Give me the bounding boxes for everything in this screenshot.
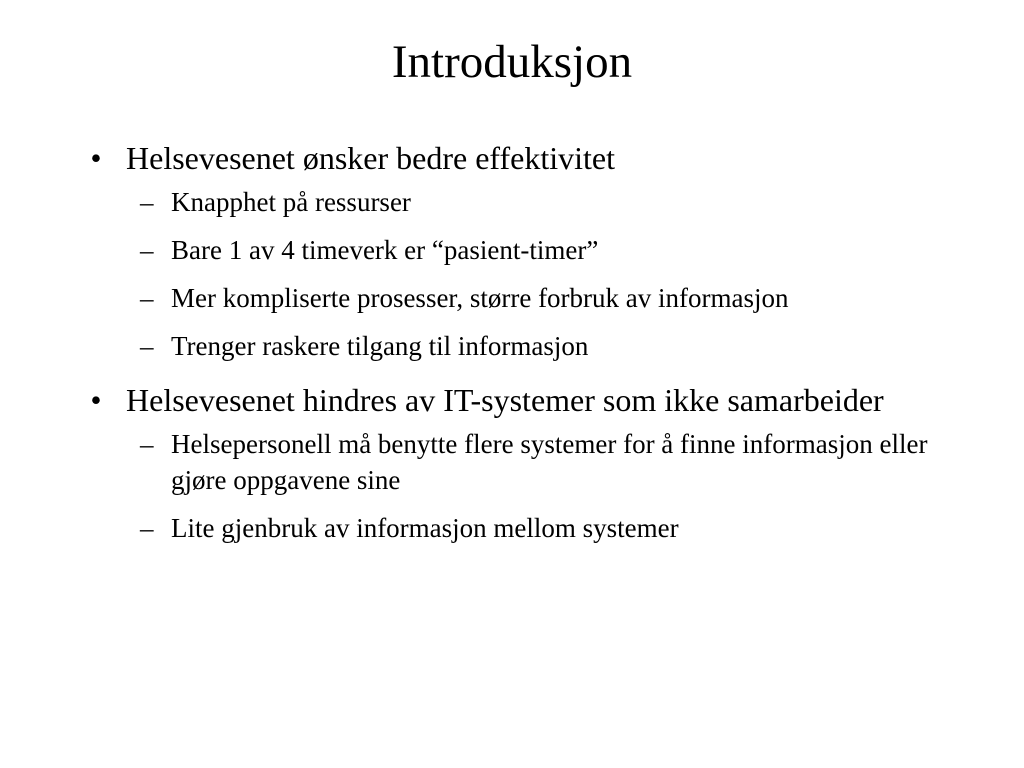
dash-icon: –	[140, 283, 154, 313]
bullet-icon: •	[90, 382, 102, 418]
sub-bullet-item	[126, 426, 944, 498]
dash-icon: –	[140, 429, 154, 459]
bullet-icon: •	[90, 140, 102, 176]
sub-bullet-text: Bare 1 av 4 timeverk er “pasient-timer”	[171, 235, 599, 265]
dash-icon: –	[140, 331, 154, 361]
bullet-text: Helsevesenet ønsker bedre effektivitet	[126, 140, 615, 176]
sub-bullet-item	[126, 184, 944, 220]
sub-bullet-text: Mer kompliserte prosesser, større forbruk av informasjon	[171, 283, 789, 313]
bullet-text: Helsevesenet hindres av IT-systemer som ikke samarbeider	[126, 382, 884, 418]
slide-title: Introduksjon	[391, 36, 633, 88]
slide-body	[84, 138, 944, 558]
sub-bullet-item	[126, 232, 944, 268]
sub-bullet-item	[126, 280, 944, 316]
sub-bullet-item	[126, 328, 944, 364]
sub-bullet-text: Lite gjenbruk av informasjon mellom systemer	[171, 513, 679, 543]
bullet-item	[84, 138, 944, 178]
dash-icon: –	[140, 513, 154, 543]
sub-bullet-text: Trenger raskere tilgang til informasjon	[171, 331, 589, 361]
sub-bullet-text: Knapphet på ressurser	[171, 187, 411, 217]
dash-icon: –	[140, 235, 154, 265]
dash-icon: –	[140, 187, 154, 217]
sub-bullet-text: Helsepersonell må benytte flere systemer for å finne informasjon eller gjøre oppgavene sine	[171, 429, 928, 495]
bullet-item	[84, 380, 944, 420]
sub-bullet-item	[126, 510, 944, 546]
